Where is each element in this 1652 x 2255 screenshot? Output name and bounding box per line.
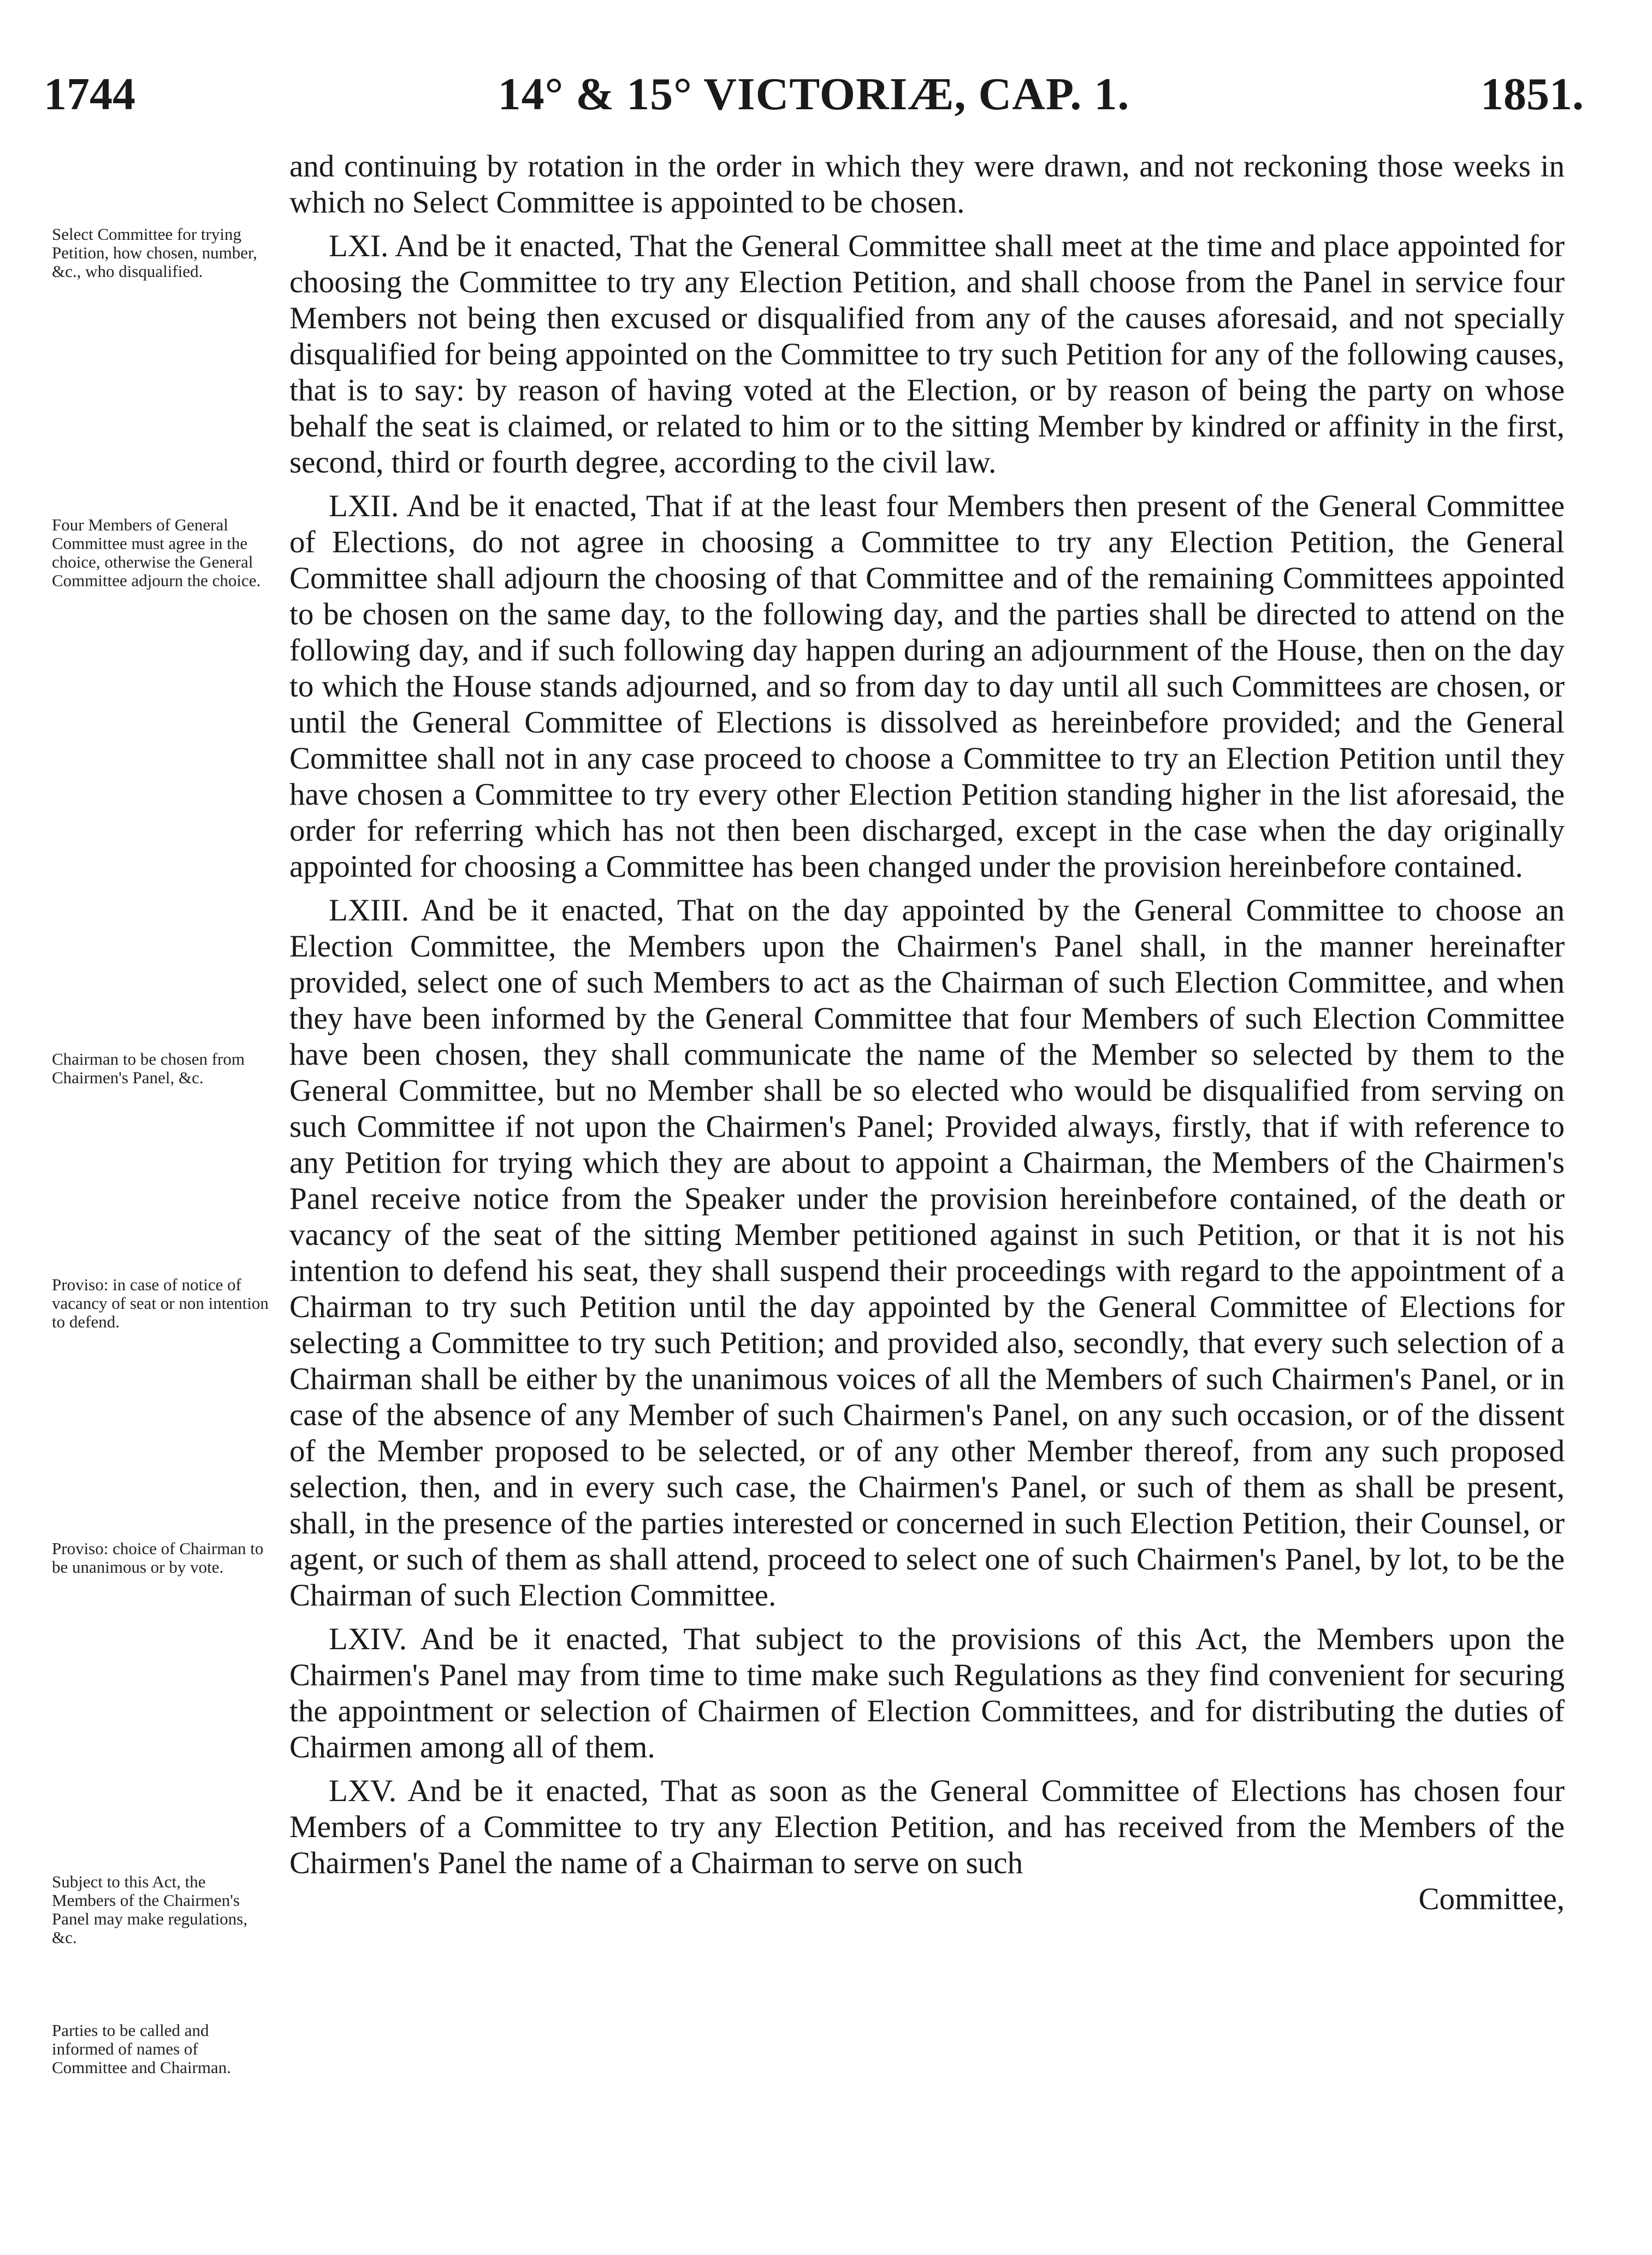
margin-note: Four Members of General Committee must agree in the choice, otherwise the General Committee adjourn the choice.: [52, 515, 261, 590]
running-header: [44, 64, 1584, 125]
section-lxv: LXV. And be it enacted, That as soon as the General Committee of Elections has chosen four Members of a Committee to try any Election Petition, and has received from the Members of the Chairmen's Panel the name of a Chairman to serve on such: [289, 1774, 1565, 1880]
header-title: 14° & 15° VICTORIÆ, CAP. 1.: [498, 69, 1130, 120]
section-lxii: LXII. And be it enacted, That if at the least four Members then present of the General Committee of Elections, do not agree in choosing a Committee to try any Election Petition, the General Committee shall adjourn the choosing of that Committee and of the remaining Committees appointed to be chosen on the same day, to the following day, and the parties shall be directed to attend on the following day, and if such following day happen during an adjournment of the House, then on the day to which the House stands adjourned, and so from day to day until all such Committees are chosen, or until the General Committee of Elections is dissolved as hereinbefore provided; and the General Committee shall not in any case proceed to choose a Committee to try an Election Petition until they have chosen a Committee to try every other Election Petition standing higher in the list aforesaid, the order for referring which has not then been discharged, except in the case when the day originally appointed for choosing a Committee has been changed under the provision hereinbefore contained.: [289, 489, 1565, 884]
margin-note: Proviso: in case of notice of vacancy of seat or non intention to defend.: [52, 1275, 269, 1331]
margin-note: Parties to be called and informed of names of Committee and Chairman.: [52, 2021, 232, 2077]
section-lxiii: LXIII. And be it enacted, That on the day appointed by the General Committee to choose an Election Committee, the Members upon the Chairmen's Panel shall, in the manner hereinafter provided, select one of such Members to act as the Chairman of such Election Committee, and when they have been informed by the General Committee that four Members of such Election Committee have been chosen, they shall communicate the name of the Member so selected by them to the General Committee, but no Member shall be so elected who would be disqualified from serving on such Committee if not upon the Chairmen's Panel; Provided always, firstly, that if with reference to any Petition for trying which they are about to appoint a Chairman, the Members of the Chairmen's Panel receive notice from the Speaker under the provision hereinbefore contained, of the death or vacancy of the seat of the sitting Member petitioned against in such Petition, or that it is not his intention to defend his seat, they shall suspend their proceedings with regard to the appointment of a Chairman to try such Petition until the day appointed by the General Committee of Elections for selecting a Committee to try such Petition; and provided also, secondly, that every such selection of a Chairman shall be either by the unanimous voices of all the Members of such Chairmen's Panel, or in case of the absence of any Member of such Chairmen's Panel, on any such occasion, or of the dissent of the Member proposed to be selected, or of any other Member thereof, from any such proposed selection, then, and in every such case, the Chairmen's Panel, or such of them as shall be present, shall, in the presence of the parties interested or concerned in such Election Petition, their Counsel, or agent, or such of them as shall attend, proceed to select one of such Chairmen's Panel, by lot, to be the Chairman of such Election Committee.: [289, 893, 1565, 1613]
section-lxiv: LXIV. And be it enacted, That subject to the provisions of this Act, the Members upon the Chairmen's Panel may from time to time make such Regulations as they find convenient for securing the appointment or selection of Chairmen of Election Committees, and for distributing the duties of Chairmen among all of them.: [289, 1622, 1565, 1764]
header-year: 1851.: [1481, 69, 1584, 120]
catchword: Committee,: [1418, 1882, 1565, 1916]
margin-note: Chairman to be chosen from Chairmen's Panel, &c.: [52, 1049, 245, 1087]
paragraph-continuation: and continuing by rotation in the order in which they were drawn, and not reckoning those weeks in which no Select Committee is appointed to be chosen.: [289, 149, 1565, 220]
document-body: [289, 149, 1565, 1917]
page-number: 1744: [44, 69, 135, 120]
margin-note: Select Committee for trying Petition, how chosen, number, &c., who disqualified.: [52, 225, 257, 281]
margin-note: Subject to this Act, the Members of the Chairmen's Panel may make regulations, &c.: [52, 1872, 248, 1947]
margin-note: Proviso: choice of Chairman to be unanimous or by vote.: [52, 1539, 264, 1577]
section-lxi: LXI. And be it enacted, That the General Committee shall meet at the time and place appointed for choosing the Committee to try any Election Petition, and shall choose from the Panel in service four Members not being then excused or disqualified from any of the causes aforesaid, and not specially disqualified for being appointed on the Committee to try such Petition for any of the following causes, that is to say: by reason of having voted at the Election, or by reason of being the party on whose behalf the seat is claimed, or related to him or to the sitting Member by kindred or affinity in the first, second, third or fourth degree, according to the civil law.: [289, 229, 1565, 480]
